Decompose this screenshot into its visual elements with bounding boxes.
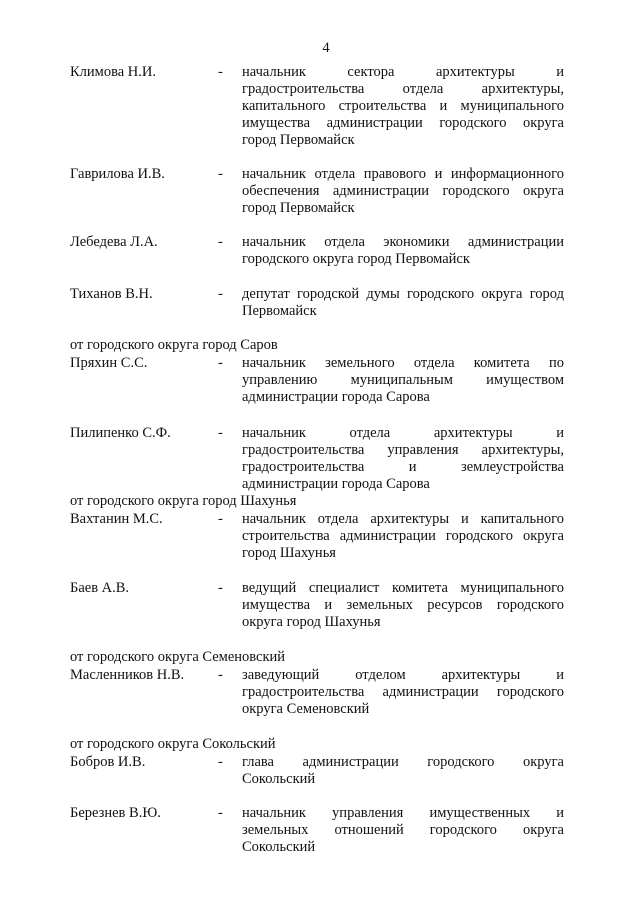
section-heading: от городского округа город Шахунья <box>70 493 297 509</box>
member-name: Тиханов В.Н. <box>70 286 153 302</box>
role-line: заведующий отделом архитектуры и <box>242 667 564 683</box>
member-name: Климова Н.И. <box>70 64 157 80</box>
dash-separator: - <box>218 166 223 182</box>
dash-separator: - <box>218 511 223 527</box>
dash-separator: - <box>218 286 223 302</box>
role-line: градостроительства и землеустройства <box>242 459 564 475</box>
member-name: Бобров И.В. <box>70 754 146 770</box>
role-line: начальник сектора архитектуры и <box>242 64 564 80</box>
role-line: градостроительства отдела архитектуры, <box>242 81 564 97</box>
role-line: город Шахунья <box>242 545 336 561</box>
member-name: Лебедева Л.А. <box>70 234 158 250</box>
role-line: администрации города Сарова <box>242 389 430 405</box>
member-name: Гаврилова И.В. <box>70 166 165 182</box>
role-line: начальник отдела архитектуры и капитального <box>242 511 564 527</box>
section-heading: от городского округа Сокольский <box>70 736 276 752</box>
dash-separator: - <box>218 355 223 371</box>
member-role <box>242 355 564 406</box>
role-line: имущества и земельных ресурсов городского <box>242 597 564 613</box>
role-line: строительства администрации городского округа <box>242 528 564 544</box>
member-name: Баев А.В. <box>70 580 130 596</box>
role-line: начальник отдела экономики администрации <box>242 234 564 250</box>
member-name: Масленников Н.В. <box>70 667 185 683</box>
role-line: Сокольский <box>242 771 316 787</box>
role-line: округа Семеновский <box>242 701 370 717</box>
member-role <box>242 166 564 217</box>
dash-separator: - <box>218 805 223 821</box>
member-role <box>242 511 564 562</box>
section-heading: от городского округа Семеновский <box>70 649 286 665</box>
dash-separator: - <box>218 667 223 683</box>
member-role <box>242 64 564 149</box>
member-role <box>242 425 564 493</box>
dash-separator: - <box>218 580 223 596</box>
member-name: Вахтанин М.С. <box>70 511 163 527</box>
role-line: Первомайск <box>242 303 317 319</box>
role-line: городского округа город Первомайск <box>242 251 470 267</box>
member-name: Березнев В.Ю. <box>70 805 161 821</box>
role-line: город Первомайск <box>242 132 355 148</box>
dash-separator: - <box>218 234 223 250</box>
role-line: управлению муниципальным имуществом <box>242 372 564 388</box>
role-line: глава администрации городского округа <box>242 754 564 770</box>
dash-separator: - <box>218 64 223 80</box>
role-line: градостроительства управления архитектуры, <box>242 442 564 458</box>
member-role <box>242 754 564 788</box>
section-heading: от городского округа город Саров <box>70 337 278 353</box>
role-line: депутат городской думы городского округа город <box>242 286 564 302</box>
member-name: Пряхин С.С. <box>70 355 148 371</box>
role-line: капитального строительства и муниципального <box>242 98 564 114</box>
dash-separator: - <box>218 754 223 770</box>
role-line: начальник отдела архитектуры и <box>242 425 564 441</box>
member-role <box>242 667 564 718</box>
member-role <box>242 805 564 856</box>
member-role <box>242 286 564 320</box>
role-line: начальник отдела правового и информационного <box>242 166 564 182</box>
member-role <box>242 580 564 631</box>
dash-separator: - <box>218 425 223 441</box>
role-line: ведущий специалист комитета муниципального <box>242 580 564 596</box>
role-line: начальник земельного отдела комитета по <box>242 355 564 371</box>
role-line: земельных отношений городского округа <box>242 822 564 838</box>
member-role <box>242 234 564 268</box>
page-number: 4 <box>322 40 330 56</box>
member-name: Пилипенко С.Ф. <box>70 425 171 441</box>
role-line: Сокольский <box>242 839 316 855</box>
role-line: градостроительства администрации городского <box>242 684 564 700</box>
role-line: администрации города Сарова <box>242 476 430 492</box>
role-line: округа город Шахунья <box>242 614 381 630</box>
role-line: начальник управления имущественных и <box>242 805 564 821</box>
role-line: обеспечения администрации городского округа <box>242 183 564 199</box>
role-line: имущества администрации городского округа <box>242 115 564 131</box>
role-line: город Первомайск <box>242 200 355 216</box>
